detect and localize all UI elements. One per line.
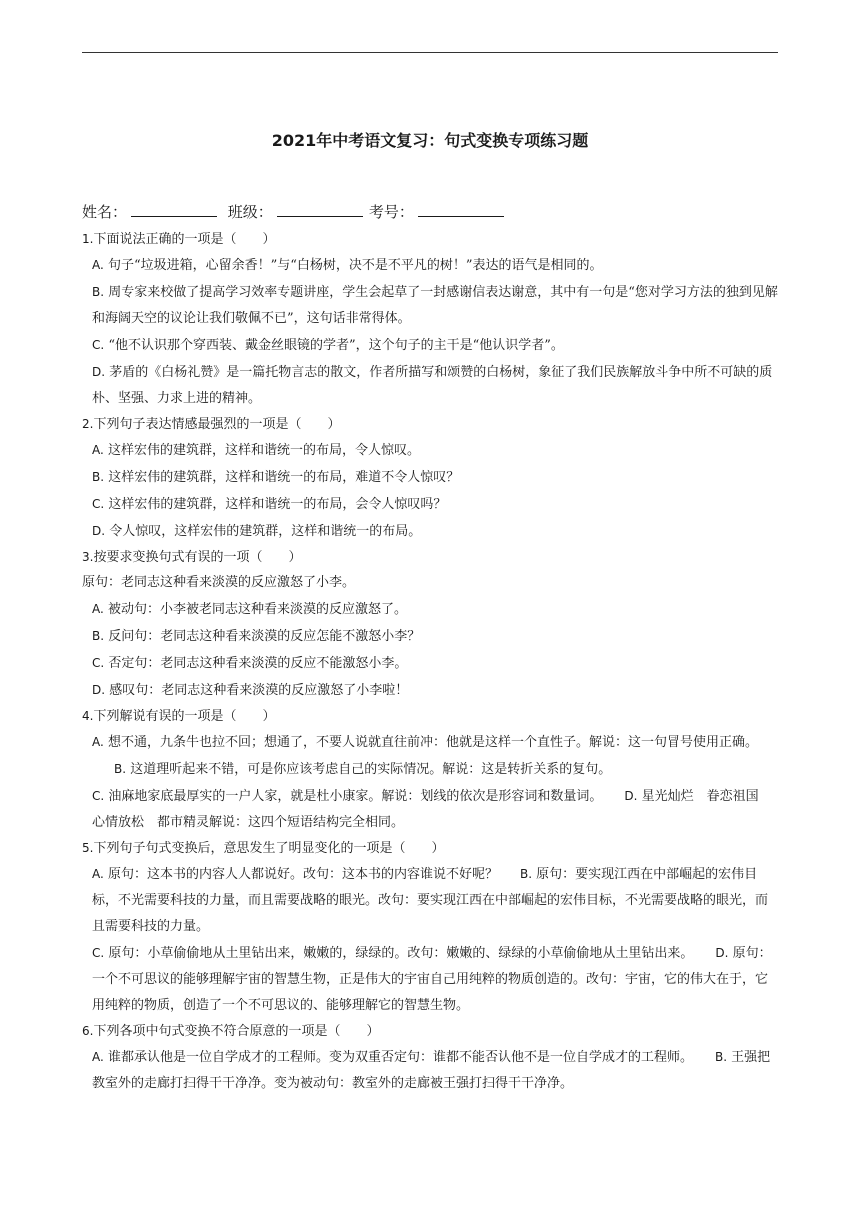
option-text: 令人惊叹，这样宏伟的建筑群，这样和谐统一的布局。 bbox=[109, 524, 422, 539]
option-text: 王强把教室外的走廊打扫得干干净净。变为被动句：教室外的走廊被王强打扫得干干净净。 bbox=[92, 1050, 771, 1091]
option-text: 反问句：老同志这种看来淡漠的反应怎能不激怒小李？ bbox=[108, 629, 421, 644]
question-text: 下列解说有误的一项是（ ） bbox=[93, 709, 276, 724]
option-3b bbox=[82, 623, 778, 650]
option-2c bbox=[82, 491, 778, 518]
option-label: D. bbox=[92, 683, 106, 697]
class-blank[interactable] bbox=[277, 201, 363, 217]
option-text: 这样宏伟的建筑群，这样和谐统一的布局，会令人惊叹吗？ bbox=[108, 497, 447, 512]
option-text: 想不通，九条牛也拉不回；想通了，不要人说就直往前冲：他就是这样一个直性子。解说：这一句冒号使用正确。 bbox=[107, 735, 758, 750]
option-text: 句子“垃圾进箱，心留余香！”与“白杨树，决不是不平凡的树！”表达的语气是相同的。 bbox=[107, 258, 603, 273]
question-text: 下列各项中句式变换不符合原意的一项是（ ） bbox=[93, 1024, 380, 1039]
option-1c bbox=[82, 332, 778, 359]
option-1d bbox=[82, 359, 778, 412]
question-4-stem bbox=[82, 704, 778, 729]
option-label: B. bbox=[92, 470, 105, 484]
option-label: D. bbox=[715, 946, 729, 960]
option-text: 这样宏伟的建筑群，这样和谐统一的布局，令人惊叹。 bbox=[107, 443, 420, 458]
option-label: B. bbox=[92, 285, 105, 299]
option-label: B. bbox=[714, 1050, 728, 1064]
option-label: D. bbox=[624, 789, 638, 803]
question-3-original: 原句：老同志这种看来淡漠的反应激怒了小李。 bbox=[82, 575, 356, 590]
option-label: D. bbox=[92, 524, 106, 538]
document-page bbox=[82, 128, 778, 1097]
option-3c bbox=[82, 650, 778, 677]
option-text: 星光灿烂 眷恋祖国 心情放松 都市精灵解说：这四个短语结构完全相同。 bbox=[92, 789, 772, 830]
option-6ab bbox=[82, 1044, 778, 1097]
option-text: 原句：要实现江西在中部崛起的宏伟目标，不光需要科技的力量，而且需要战略的眼光。改句：要实现江西在中部崛起的宏伟目标，不光需要战略的眼光，而且需要科技的力量。 bbox=[92, 867, 769, 934]
option-1b bbox=[82, 279, 778, 332]
question-3-stem bbox=[82, 545, 778, 570]
question-2-stem bbox=[82, 412, 778, 437]
page-title: 2021年中考语文复习：句式变换专项练习题 bbox=[271, 131, 589, 150]
option-label: C. bbox=[92, 338, 105, 352]
option-2a bbox=[82, 437, 778, 464]
question-number: 4. bbox=[82, 709, 94, 723]
option-label: A. bbox=[92, 1050, 104, 1064]
question-text: 按要求变换句式有误的一项（ ） bbox=[93, 550, 302, 565]
question-1-stem bbox=[82, 227, 778, 252]
question-number: 2. bbox=[82, 417, 94, 431]
option-4ab bbox=[82, 729, 778, 783]
class-label: 班级： bbox=[227, 203, 273, 221]
option-text: 谁都承认他是一位自学成才的工程师。变为双重否定句：谁都不能否认他不是一位自学成才的工程师。 bbox=[107, 1050, 693, 1065]
option-3d bbox=[82, 677, 778, 704]
option-label: A. bbox=[92, 602, 104, 616]
option-5ab bbox=[82, 861, 778, 940]
option-label: B. bbox=[519, 867, 533, 881]
option-text: 茅盾的《白杨礼赞》是一篇托物言志的散文，作者所描写和颂赞的白杨树，象征了我们民族解放斗争中所不可缺的质朴、坚强、力求上进的精神。 bbox=[92, 365, 773, 406]
option-label: D. bbox=[92, 365, 106, 379]
question-text: 下列句子表达情感最强烈的一项是（ ） bbox=[93, 417, 341, 432]
option-2b bbox=[82, 464, 778, 491]
question-text: 下面说法正确的一项是（ ） bbox=[93, 232, 276, 247]
exam-no-blank[interactable] bbox=[418, 201, 504, 217]
question-6-stem bbox=[82, 1019, 778, 1044]
option-text: 被动句：小李被老同志这种看来淡漠的反应激怒了。 bbox=[107, 602, 407, 617]
option-1a bbox=[82, 252, 778, 279]
name-blank[interactable] bbox=[131, 201, 217, 217]
option-text: 原句：小草偷偷地从土里钻出来，嫩嫩的，绿绿的。改句：嫩嫩的、绿绿的小草偷偷地从土里钻出来。 bbox=[108, 946, 694, 961]
option-label: B. bbox=[92, 629, 105, 643]
question-number: 1. bbox=[82, 232, 94, 246]
option-text: “他不认识那个穿西装、戴金丝眼镜的学者”，这个句子的主干是“他认识学者”。 bbox=[108, 338, 564, 353]
option-5cd bbox=[82, 940, 778, 1019]
option-text: 否定句：老同志这种看来淡漠的反应不能激怒小李。 bbox=[108, 656, 408, 671]
option-text: 原句：这本书的内容人人都说好。改句：这本书的内容谁说不好呢？ bbox=[107, 867, 498, 882]
option-label: C. bbox=[92, 946, 105, 960]
question-number: 5. bbox=[82, 841, 94, 855]
option-label: A. bbox=[92, 443, 104, 457]
option-label: B. bbox=[114, 762, 127, 776]
option-label: C. bbox=[92, 656, 105, 670]
name-label: 姓名： bbox=[82, 203, 128, 221]
option-label: A. bbox=[92, 735, 104, 749]
option-text: 原句：一个不可思议的能够理解宇宙的智慧生物，正是伟大的宇宙自己用纯粹的物质创造的。改句：宇宙，它的伟大在于，它用纯粹的物质，创造了一个不可思议的、能够理解它的智慧生物。 bbox=[92, 946, 772, 1013]
option-text: 周专家来校做了提高学习效率专题讲座，学生会起草了一封感谢信表达谢意，其中有一句是“您对学习方法的独到见解和海阔天空的议论让我们敬佩不已”，这句话非常得体。 bbox=[92, 285, 778, 326]
option-label: C. bbox=[92, 789, 105, 803]
option-3a bbox=[82, 596, 778, 623]
student-info-line bbox=[82, 201, 778, 223]
option-text: 这道理听起来不错，可是你应该考虑自己的实际情况。解说：这是转折关系的复句。 bbox=[130, 762, 612, 777]
option-text: 这样宏伟的建筑群，这样和谐统一的布局，难道不令人惊叹？ bbox=[108, 470, 460, 485]
option-label: A. bbox=[92, 258, 104, 272]
exam-no-label: 考号： bbox=[368, 203, 414, 221]
option-text: 感叹句：老同志这种看来淡漠的反应激怒了小李啦！ bbox=[109, 683, 409, 698]
question-number: 6. bbox=[82, 1024, 94, 1038]
question-number: 3. bbox=[82, 550, 94, 564]
question-text: 下列句子句式变换后，意思发生了明显变化的一项是（ ） bbox=[93, 841, 445, 856]
option-2d bbox=[82, 518, 778, 545]
header-rule bbox=[82, 52, 778, 53]
option-4cd bbox=[82, 783, 778, 836]
option-label: A. bbox=[92, 867, 104, 881]
question-5-stem bbox=[82, 836, 778, 861]
option-label: C. bbox=[92, 497, 105, 511]
option-text: 油麻地家底最厚实的一户人家，就是杜小康家。解说：划线的依次是形容词和数量词。 bbox=[108, 789, 603, 804]
